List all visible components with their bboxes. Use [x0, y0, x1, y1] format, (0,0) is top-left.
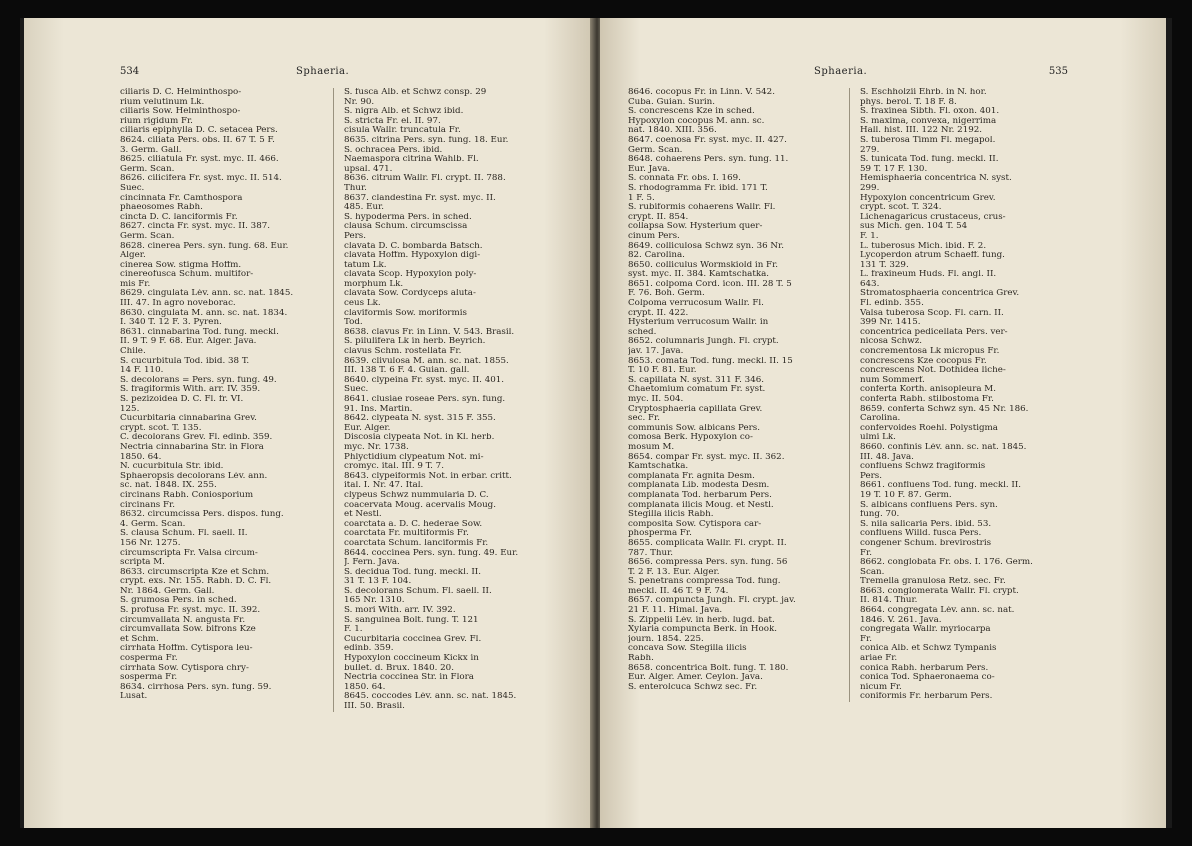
entry-line: II. 9 T. 9 F. 68. Eur. Alger. Java.: [120, 337, 257, 347]
entry-line: cinerea Sow. stigma Hoffm.: [120, 260, 242, 270]
entry-line: 8660. confinis Lév. ann. sc. nat. 1845.: [860, 442, 1027, 452]
entry-line: Fl. edinb. 355.: [860, 299, 924, 309]
entry-line: circumscripta Fr. Valsa circum-: [120, 548, 258, 558]
entry-line: cinereofusca Schum. multifor-: [120, 270, 254, 280]
entry-line: Suec.: [120, 183, 145, 193]
entry-line: ciliaris D. C. Helminthospo-: [120, 88, 242, 97]
entry-line: conica Alb. et Schwz Tympanis: [860, 644, 997, 654]
entry-line: S. fraxinea Sibth. Fl. oxon. 401.: [860, 107, 1000, 117]
entry-line: 485. Eur.: [344, 203, 385, 213]
entry-line: Cucurbitaria coccinea Grev. Fl.: [344, 634, 482, 644]
entry-line: clavata Scop. Hypoxylon poly-: [344, 270, 477, 280]
entry-line: Phlyctidium clypeatum Not. mi-: [344, 452, 484, 462]
entry-line: clavata Sow. Cordyceps aluta-: [344, 289, 476, 299]
entry-line: 3. Germ. Gall.: [120, 145, 182, 155]
entry-line: Valsa tuberosa Scop. Fl. carn. II.: [860, 308, 1004, 318]
entry-line: composita Sow. Cytispora car-: [628, 519, 762, 529]
entry-line: S. Eschholzii Ehrb. in N. hor.: [860, 88, 987, 97]
entry-line: syst. myc. II. 384. Kamtschatka.: [628, 270, 770, 280]
entry-line: cinum Pers.: [628, 231, 680, 241]
entry-line: S. mori With. arr. IV. 392.: [344, 606, 456, 616]
entry-line: conica Rabh. herbarum Pers.: [860, 663, 989, 673]
entry-line: sched.: [628, 327, 657, 337]
entry-line: scripta M.: [120, 558, 165, 568]
entry-line: S. rhodogramma Fr. ibid. 171 T.: [628, 183, 768, 193]
entry-line: 8633. circumscripta Kze et Schm.: [120, 567, 270, 577]
entry-line: coarctata a. D. C. hederae Sow.: [344, 519, 483, 529]
entry-line: bullet. d. Brux. 1840. 20.: [344, 663, 454, 673]
entry-line: Thur.: [344, 183, 367, 193]
entry-line: clausa Schum. circumscissa: [344, 222, 468, 232]
entry-line: 8632. circumcissa Pers. dispos. fung.: [120, 510, 284, 520]
entry-line: 8626. cilicifera Fr. syst. myc. II. 514.: [120, 174, 282, 184]
entry-line: journ. 1854. 225.: [628, 634, 704, 644]
entry-line: 59 T. 17 F. 130.: [860, 164, 928, 174]
entry-line: ulmi Lk.: [860, 433, 896, 443]
entry-line: 8630. cingulata M. ann. sc. nat. 1834.: [120, 308, 288, 318]
entry-line: sc. nat. 1848. IX. 255.: [120, 481, 217, 491]
entry-line: F. 1.: [860, 231, 879, 241]
entry-line: num Sommerf.: [860, 375, 925, 385]
entry-line: S. albicans confluens Pers. syn.: [860, 500, 998, 510]
entry-line: Pers.: [860, 471, 882, 481]
entry-line: Discosia clypeata Not. in Kl. herb.: [344, 433, 495, 443]
entry-line: 279.: [860, 145, 880, 155]
entry-line: S. fragiformis With. arr. IV. 359.: [120, 385, 261, 395]
entry-line: S. ochracea Pers. ibid.: [344, 145, 443, 155]
entry-line: 8656. compressa Pers. syn. fung. 56: [628, 558, 788, 568]
entry-line: Kamtschatka.: [628, 462, 689, 472]
entry-line: 8639. clivulosa M. ann. sc. nat. 1855.: [344, 356, 509, 366]
entry-line: sus Mich. gen. 104 T. 54: [860, 222, 968, 232]
entry-line: I. 340 T. 12 F. 3. Pyren.: [120, 318, 222, 328]
entry-line: 8627. cincta Fr. syst. myc. II. 387.: [120, 222, 271, 232]
entry-line: morphum Lk.: [344, 279, 404, 289]
entry-line: cisula Wallr. truncatula Fr.: [344, 126, 461, 136]
entry-line: concentrica pedicellata Pers. ver-: [860, 327, 1008, 337]
entry-line: S. pilulifera Lk in herb. Beyrich.: [344, 337, 486, 347]
entry-line: complanata Lib. modesta Desm.: [628, 481, 770, 491]
entry-line: III. 138 T. 6 F. 4. Guian. gall.: [344, 366, 470, 376]
entry-line: phys. berol. T. 18 F. 8.: [860, 97, 957, 107]
entry-line: concrescens Not. Dothidea liche-: [860, 366, 1006, 376]
entry-line: S. sanguinea Bolt. fung. T. 121: [344, 615, 479, 625]
entry-line: Eur. Alger. Amer. Ceylon. Java.: [628, 673, 763, 683]
entry-line: 1850. 64.: [344, 682, 386, 692]
entry-line: Carolina.: [860, 414, 901, 424]
entry-line: S. decolorans Schum. Fl. saell. II.: [344, 586, 492, 596]
entry-line: rium velutinum Lk.: [120, 97, 205, 107]
entry-line: 8646. cocopus Fr. in Linn. V. 542.: [628, 88, 775, 97]
entry-line: Tod.: [344, 318, 363, 328]
entry-line: tatum Lk.: [344, 260, 387, 270]
right-column-2: [850, 88, 1068, 702]
entry-line: 8650. colliculus Wormskiold in Fr.: [628, 260, 779, 270]
entry-line: Fr.: [860, 634, 872, 644]
entry-line: S. capillata N. syst. 311 F. 346.: [628, 375, 765, 385]
left-page: [24, 18, 594, 828]
entry-line: 1850. 64.: [120, 452, 162, 462]
entry-line: Germ. Scan.: [628, 145, 683, 155]
entry-line: F. 1.: [344, 625, 363, 635]
entry-line: 125.: [120, 404, 140, 414]
entry-line: complanata Fr. agnita Desm.: [628, 471, 755, 481]
entry-line: S. profusa Fr. syst. myc. II. 392.: [120, 606, 261, 616]
entry-line: Hypoxylon cocopus M. ann. sc.: [628, 116, 765, 126]
entry-line: sosperma Fr.: [120, 673, 178, 683]
entry-line: 8629. cingulata Lév. ann. sc. nat. 1845.: [120, 289, 294, 299]
entry-line: Chaetomium comatum Fr. syst.: [628, 385, 766, 395]
entry-line: 8635. citrina Pers. syn. fung. 18. Eur.: [344, 135, 509, 145]
entry-line: cincinnata Fr. Camthospora: [120, 193, 243, 203]
entry-line: S. rubiformis cohaerens Wallr. Fl.: [628, 203, 776, 213]
entry-line: 8644. coccinea Pers. syn. fung. 49. Eur.: [344, 548, 519, 558]
entry-line: Cucurbitaria cinnabarina Grev.: [120, 414, 257, 424]
entry-line: S. tunicata Tod. fung. meckl. II.: [860, 155, 999, 165]
entry-line: Hypoxylon coccineum Kickx in: [344, 654, 479, 664]
entry-line: 8659. conferta Schwz syn. 45 Nr. 186.: [860, 404, 1029, 414]
entry-line: 8662. conglobata Fr. obs. I. 176. Germ.: [860, 558, 1033, 568]
entry-line: conica Tod. Sphaeronaema co-: [860, 673, 995, 683]
left-column-1: [120, 88, 334, 712]
entry-line: 299.: [860, 183, 880, 193]
entry-line: confluens Willd. fusca Pers.: [860, 529, 982, 539]
entry-line: phosperma Fr.: [628, 529, 692, 539]
entry-line: claviformis Sow. moriformis: [344, 308, 467, 318]
entry-line: N. cucurbitula Str. ibid.: [120, 462, 224, 472]
entry-line: Sphaeropsis decolorans Lév. ann.: [120, 471, 268, 481]
entry-line: III. 47. In agro noveborac.: [120, 299, 236, 309]
entry-line: S. connata Fr. obs. I. 169.: [628, 174, 741, 184]
entry-line: circumvallata Sow. bifrons Kze: [120, 625, 256, 635]
entry-line: communis Sow. albicans Pers.: [628, 423, 760, 433]
entry-line: conferta Rabh. stilbostoma Fr.: [860, 395, 994, 404]
entry-line: 8638. clavus Fr. in Linn. V. 543. Brasil.: [344, 327, 515, 337]
entry-line: Lichenagaricus crustaceus, crus-: [860, 212, 1006, 222]
entry-line: 8653. comata Tod. fung. meckl. II. 15: [628, 356, 793, 366]
entry-line: S. concrescens Kze in sched.: [628, 107, 755, 117]
entry-line: Hall. hist. III. 122 Nr. 2192.: [860, 126, 983, 136]
entry-line: III. 50. Brasil.: [344, 702, 405, 711]
entry-line: S. decolorans = Pers. syn. fung. 49.: [120, 375, 277, 385]
entry-line: 8640. clypeina Fr. syst. myc. II. 401.: [344, 375, 505, 385]
entry-line: 14 F. 110.: [120, 366, 164, 376]
entry-line: clavata Hoffm. Hypoxylon digi-: [344, 251, 481, 261]
entry-line: 8642. clypeata N. syst. 315 F. 355.: [344, 414, 496, 424]
entry-line: 643.: [860, 279, 880, 289]
entry-line: S. grumosa Pers. in sched.: [120, 596, 237, 606]
entry-line: et Nestl.: [344, 510, 382, 520]
entry-line: 8624. ciliata Pers. obs. II. 67 T. 5 F.: [120, 135, 275, 145]
entry-line: Alger.: [120, 251, 146, 261]
entry-line: S. enterolcuca Schwz sec. Fr.: [628, 682, 758, 692]
entry-line: ital. I. Nr. 47. Ital.: [344, 481, 424, 491]
entry-line: concava Sow. Stegilla ilicis: [628, 644, 747, 654]
entry-line: edinb. 359.: [344, 644, 394, 654]
entry-line: 8664. congregata Lév. ann. sc. nat.: [860, 606, 1015, 616]
entry-line: Hypoxylon concentricum Grev.: [860, 193, 996, 203]
entry-line: upsal. 471.: [344, 164, 393, 174]
entry-line: cirrhata Sow. Cytispora chry-: [120, 663, 249, 673]
entry-line: rium rigidum Fr.: [120, 116, 193, 126]
entry-line: 4. Germ. Scan.: [120, 519, 186, 529]
entry-line: 91. Ins. Martin.: [344, 404, 413, 414]
entry-line: Pers.: [344, 231, 366, 241]
entry-line: 8657. compuncta Jungh. Fl. crypt. jav.: [628, 596, 796, 606]
entry-line: Naemaspora citrina Wahlb. Fl.: [344, 155, 479, 165]
entry-line: 8663. conglomerata Wallr. Fl. crypt.: [860, 586, 1019, 596]
entry-line: 8641. clusiae roseae Pers. syn. fung.: [344, 395, 506, 404]
entry-line: clavata D. C. bombarda Batsch.: [344, 241, 483, 251]
entry-line: circinans Rabh. Coniosporium: [120, 490, 254, 500]
entry-line: crypt. II. 854.: [628, 212, 689, 222]
entry-line: ciliaris epiphylla D. C. setacea Pers.: [120, 126, 278, 136]
entry-line: myc. II. 504.: [628, 395, 684, 404]
entry-line: mosum M.: [628, 442, 675, 452]
entry-line: circinans Fr.: [120, 500, 176, 510]
entry-line: complanata Tod. herbarum Pers.: [628, 490, 772, 500]
entry-line: S. cucurbitula Tod. ibid. 38 T.: [120, 356, 250, 366]
entry-line: coarctata Schum. lanciformis Fr.: [344, 538, 489, 548]
entry-line: Nr. 90.: [344, 97, 375, 107]
entry-line: confluens Schwz fragiformis: [860, 462, 986, 472]
entry-line: congener Schum. brevirostris: [860, 538, 992, 548]
entry-line: Stromatosphaeria concentrica Grev.: [860, 289, 1020, 299]
entry-line: concrescens Kze cocopus Fr.: [860, 356, 987, 366]
entry-line: crypt. exs. Nr. 155. Rabh. D. C. Fl.: [120, 577, 272, 587]
entry-line: ciliaris Sow. Helminthospo-: [120, 107, 241, 117]
entry-line: 156 Nr. 1275.: [120, 538, 181, 548]
entry-line: S. fusca Alb. et Schwz consp. 29: [344, 88, 487, 97]
entry-line: comosa Berk. Hypoxylon co-: [628, 433, 753, 443]
entry-line: S. clausa Schum. Fl. saell. II.: [120, 529, 248, 539]
entry-line: Lycoperdon atrum Schaeff. fung.: [860, 251, 1005, 261]
entry-line: 8636. citrum Wallr. Fl. crypt. II. 788.: [344, 174, 506, 184]
entry-line: Eur. Java.: [628, 164, 671, 174]
entry-line: 8652. columnaris Jungh. Fl. crypt.: [628, 337, 779, 347]
entry-line: coacervata Moug. acervalis Moug.: [344, 500, 497, 510]
entry-line: nat. 1840. XIII. 356.: [628, 126, 717, 136]
entry-line: collapsa Sow. Hysterium quer-: [628, 222, 763, 232]
right-page-number: 535: [1048, 66, 1068, 77]
left-page-number: 534: [120, 66, 140, 77]
right-page-header: [628, 66, 1068, 82]
entry-line: L. tuberosus Mich. ibid. F. 2.: [860, 241, 987, 251]
left-column-2: [334, 88, 550, 712]
entry-line: sec. Fr.: [628, 414, 660, 424]
entry-line: Nr. 1864. Germ. Gall.: [120, 586, 215, 596]
entry-line: 8661. confluens Tod. fung. meckl. II.: [860, 481, 1022, 491]
entry-line: S. penetrans compressa Tod. fung.: [628, 577, 781, 587]
entry-line: Lusat.: [120, 692, 148, 702]
entry-line: 8645. coccodes Lév. ann. sc. nat. 1845.: [344, 692, 517, 702]
entry-line: 8625. ciliatula Fr. syst. myc. II. 466.: [120, 155, 279, 165]
entry-line: Germ. Scan.: [120, 231, 175, 241]
entry-line: 8637. clandestina Fr. syst. myc. II.: [344, 193, 496, 203]
entry-line: Nectria cinnabarina Str. in Flora: [120, 442, 264, 452]
entry-line: S. pezizoidea D. C. Fl. fr. VI.: [120, 395, 244, 404]
entry-line: S. nila salicaria Pers. ibid. 53.: [860, 519, 992, 529]
entry-line: II. 814. Thur.: [860, 596, 918, 606]
entry-line: cromyc. ital. III. 9 T. 7.: [344, 462, 444, 472]
entry-line: coniformis Fr. herbarum Pers.: [860, 692, 993, 702]
entry-line: conferta Korth. anisopleura M.: [860, 385, 996, 395]
entry-line: 8634. cirrhosa Pers. syn. fung. 59.: [120, 682, 272, 692]
entry-line: S. stricta Fr. el. II. 97.: [344, 116, 441, 126]
entry-line: 131 T. 329.: [860, 260, 909, 270]
entry-line: 8654. compar Fr. syst. myc. II. 362.: [628, 452, 785, 462]
entry-line: T. 10 F. 81. Eur.: [628, 366, 697, 376]
entry-line: myc. Nr. 1738.: [344, 442, 409, 452]
entry-line: S. maxima, convexa, nigerrima: [860, 116, 997, 126]
entry-line: meckl. II. 46 T. 9 F. 74.: [628, 586, 729, 596]
entry-line: Stegilla ilicis Rabh.: [628, 510, 714, 520]
entry-line: circumvallata N. angusta Fr.: [120, 615, 246, 625]
entry-line: 19 T. 10 F. 87. Germ.: [860, 490, 952, 500]
entry-line: 8649. colliculosa Schwz syn. 36 Nr.: [628, 241, 784, 251]
entry-line: 399 Nr. 1415.: [860, 318, 921, 328]
entry-line: Suec.: [344, 385, 369, 395]
entry-line: J. Fern. Java.: [344, 558, 400, 568]
entry-line: Cryptosphaeria capillata Grev.: [628, 404, 763, 414]
entry-line: ceus Lk.: [344, 299, 381, 309]
entry-line: L. fraxineum Huds. Fl. angl. II.: [860, 270, 997, 280]
entry-line: 1846. V. 261. Java.: [860, 615, 942, 625]
entry-line: 8643. clypeiformis Not. in erbar. critt.: [344, 471, 512, 481]
entry-line: 8648. cohaerens Pers. syn. fung. 11.: [628, 155, 789, 165]
entry-line: T. 2 F. 13. Eur. Alger.: [628, 567, 720, 577]
entry-line: 82. Carolina.: [628, 251, 685, 261]
entry-line: 787. Thur.: [628, 548, 674, 558]
entry-line: 8655. complicata Wallr. Fl. crypt. II.: [628, 538, 787, 548]
entry-line: cincta D. C. lanciformis Fr.: [120, 212, 238, 222]
entry-line: mis Fr.: [120, 279, 151, 289]
entry-line: confervoides Roehl. Polystigma: [860, 423, 998, 433]
entry-line: S. tuberosa Timm Fl. megapol.: [860, 135, 996, 145]
entry-line: nicosa Schwz.: [860, 337, 923, 347]
entry-line: S. Zippelii Lév. in herb. lugd. bat.: [628, 615, 775, 625]
right-page: [600, 18, 1166, 828]
entry-line: Colpoma verrucosum Wallr. Fl.: [628, 299, 764, 309]
entry-line: F. 76. Boh. Germ.: [628, 289, 705, 299]
entry-line: crypt. scot. T. 135.: [120, 423, 202, 433]
entry-line: S. nigra Alb. et Schwz ibid.: [344, 107, 464, 117]
entry-line: Hysterium verrucosum Wallr. in: [628, 318, 769, 328]
entry-line: III. 48. Java.: [860, 452, 914, 462]
entry-line: Nectria coccinea Str. in Flora: [344, 673, 474, 683]
entry-line: 1 F. 5.: [628, 193, 655, 203]
entry-line: 31 T. 13 F. 104.: [344, 577, 412, 587]
entry-line: S. hypoderma Pers. in sched.: [344, 212, 472, 222]
entry-line: 8651. colpoma Cord. icon. III. 28 T. 5: [628, 279, 792, 289]
entry-line: cosperma Fr.: [120, 654, 178, 664]
entry-line: C. decolorans Grev. Fl. edinb. 359.: [120, 433, 273, 443]
entry-line: Germ. Scan.: [120, 164, 175, 174]
entry-line: ariae Fr.: [860, 654, 898, 664]
entry-line: 8631. cinnabarina Tod. fung. meckl.: [120, 327, 279, 337]
entry-line: Scan.: [860, 567, 885, 577]
entry-line: crypt. scot. T. 324.: [860, 203, 942, 213]
entry-line: 8628. cinerea Pers. syn. fung. 68. Eur.: [120, 241, 289, 251]
entry-line: 8647. coenosa Fr. syst. myc. II. 427.: [628, 135, 787, 145]
entry-line: Hemisphaeria concentrica N. syst.: [860, 174, 1012, 184]
entry-line: phaeosomes Rabh.: [120, 203, 203, 213]
entry-line: Fr.: [860, 548, 872, 558]
right-column-1: [628, 88, 850, 702]
entry-line: Rabh.: [628, 654, 654, 664]
entry-line: crypt. II. 422.: [628, 308, 689, 318]
entry-line: jav. 17. Java.: [628, 347, 684, 357]
entry-line: Cuba. Guian. Surin.: [628, 97, 715, 107]
left-running-head: Sphaeria.: [296, 66, 350, 77]
entry-line: concrementosa Lk micropus Fr.: [860, 347, 1000, 357]
book-spread: [20, 18, 1172, 828]
entry-line: Xylaria compuncta Berk. in Hook.: [628, 625, 777, 635]
entry-line: coarctata Fr. multiformis Fr.: [344, 529, 469, 539]
entry-line: cirrhata Hoffm. Cytispora leu-: [120, 644, 253, 654]
entry-line: 165 Nr. 1310.: [344, 596, 405, 606]
entry-line: complanata ilicis Moug. et Nestl.: [628, 500, 774, 510]
entry-line: S. decidua Tod. fung. meckl. II.: [344, 567, 481, 577]
left-page-header: [120, 66, 570, 82]
entry-line: Chile.: [120, 347, 146, 357]
entry-line: clavus Schm. rostellata Fr.: [344, 347, 462, 357]
entry-line: Eur. Alger.: [344, 423, 391, 433]
entry-line: nicum Fr.: [860, 682, 902, 692]
entry-line: fung. 70.: [860, 510, 900, 520]
entry-line: Tremella granulosa Retz. sec. Fr.: [860, 577, 1006, 587]
entry-line: et Schm.: [120, 634, 159, 644]
entry-line: clypeus Schwz nummularia D. C.: [344, 490, 489, 500]
entry-line: 21 F. 11. Himal. Java.: [628, 606, 723, 616]
right-running-head: Sphaeria.: [814, 66, 868, 77]
entry-line: 8658. concentrica Bolt. fung. T. 180.: [628, 663, 789, 673]
entry-line: congregata Wallr. myriocarpa: [860, 625, 991, 635]
